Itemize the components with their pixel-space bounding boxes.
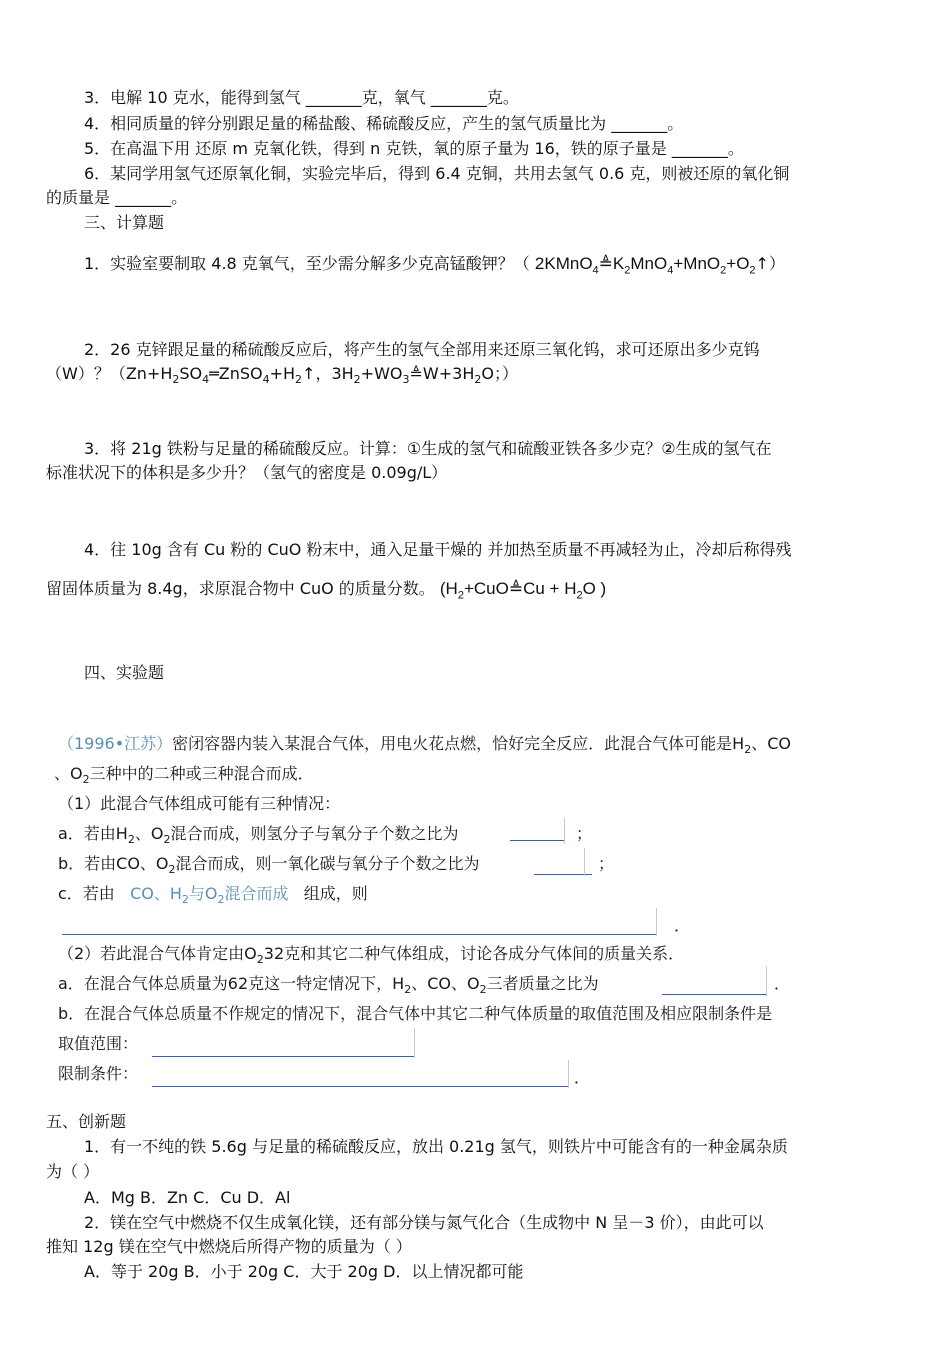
range-label: 取值范围： (58, 1034, 139, 1053)
answer-blank-ratio[interactable] (662, 994, 766, 995)
section-innovation-title: 五、创新题 (46, 1112, 127, 1131)
condition-end: ． (574, 1068, 591, 1087)
experiment-line2: 、$O_2$三种中的二种或三种混合而成． (54, 764, 314, 787)
blank-a-divider (564, 818, 565, 844)
question-5: 5．在高温下用 还原 m 克氧化铁，得到 n 克铁，氧的原子量为 16，铁的原子量是 _______。 (84, 139, 744, 158)
innovate-2-line2: 推知 12g 镁在空气中燃烧后所得产物的质量为（ ） (46, 1237, 412, 1256)
innovate-1-options: A．Mg B．Zn C．Cu D．Al (84, 1188, 291, 1207)
experiment-part1-b-end: ； (598, 854, 615, 873)
experiment-block (54, 722, 894, 1094)
calc-3-line2: 标准状况下的体积是多少升？（氢气的密度是 0.09g/L） (46, 463, 448, 482)
experiment-part2-title: （2）若此混合气体肯定由$O_232$克和其它二种气体组成，讨论各成分气体间的质量关系． (58, 944, 685, 967)
experiment-part2-a: a．在混合气体总质量为62克这一特定情况下，$H_2$、CO、$O_2$三者质量之比为 (58, 974, 599, 997)
experiment-part1-c: c．若由 CO、$H_2$与$O_2$混合而成 组成，则 (58, 884, 368, 907)
experiment-line1: （1996•江苏）密闭容器内装入某混合气体，用电火花点燃，恰好完全反应．此混合气体可能是$H_2$、CO (58, 734, 791, 757)
question-3: 3．电解 10 克水，能得到氢气 _______克，氧气 _______克。 (84, 88, 519, 107)
experiment-part1-title: （1）此混合气体组成可能有三种情况： (58, 794, 341, 813)
section-experiment-title: 四、实验题 (84, 663, 165, 682)
calc-1: 1．实验室要制取 4.8 克氧气，至少需分解多少克高锰酸钾？（ $2KMnO_4≜K_2MnO_4+MnO_2+O_2↑$） (84, 254, 785, 277)
calc-4-line2: 留固体质量为 8.4g，求原混合物中 CuO 的质量分数。 ($H_2+CuO≜Cu + H_2O$ ) (46, 579, 607, 602)
blank-c-divider (656, 908, 657, 936)
innovate-1-line2: 为（ ） (46, 1162, 100, 1181)
section-calculation-title: 三、计算题 (84, 213, 165, 232)
innovate-1-line1: 1．有一不纯的铁 5.6g 与足量的稀硫酸反应，放出 0.21g 氢气，则铁片中可能含有的一种金属杂质 (84, 1137, 788, 1156)
calc-4-formula: ($H_2+CuO≜Cu + H_2O$ ) (439, 579, 607, 602)
experiment-part1-b: b．若由CO、$O_2$混合而成，则一氧化碳与氧分子个数之比为 (58, 854, 480, 877)
answer-blank-a[interactable] (510, 840, 564, 841)
blank-b-divider (584, 848, 585, 876)
answer-blank-condition[interactable] (152, 1086, 568, 1087)
calc-4-line1: 4．往 10g 含有 Cu 粉的 CuO 粉末中，通入足量干燥的 并加热至质量不再减轻为止，冷却后称得残 (84, 540, 792, 559)
experiment-part2-a-end: ． (774, 974, 791, 993)
blank-condition-divider (568, 1060, 569, 1088)
blank-range-divider (414, 1028, 415, 1058)
question-6-line1: 6．某同学用氢气还原氧化铜，实验完毕后，得到 6.4 克铜，共用去氢气 0.6 克，则被还原的氧化铜 (84, 164, 790, 183)
calc-2-line2: （W）？（$Zn+H_2SO_4═ZnSO_4+H_2↑$，$3H_2+WO_3≜W+3H_2O$；） (46, 364, 518, 387)
condition-label: 限制条件： (58, 1064, 139, 1083)
experiment-part1-c-end: ． (674, 916, 691, 935)
innovate-2-options: A．等于 20g B．小于 20g C．大于 20g D．以上情况都可能 (84, 1262, 524, 1281)
experiment-part1-a: a．若由$H_2$、$O_2$混合而成，则氢分子与氧分子个数之比为 (58, 824, 459, 847)
experiment-part2-b: b．在混合气体总质量不作规定的情况下，混合气体中其它二种气体质量的取值范围及相应限制条件是 (58, 1004, 773, 1023)
calc-1-formula: $2KMnO_4≜K_2MnO_4+MnO_2+O_2$ (534, 254, 756, 277)
question-6-line2: 的质量是 _______。 (46, 188, 188, 207)
blank-ratio-divider (766, 966, 767, 996)
calc-2-line1: 2．26 克锌跟足量的稀硫酸反应后，将产生的氢气全部用来还原三氧化钨，求可还原出多少克钨 (84, 340, 760, 359)
question-4: 4．相同质量的锌分别跟足量的稀盐酸、稀硫酸反应，产生的氢气质量比为 _______。 (84, 114, 684, 133)
calc-1-text: 1．实验室要制取 4.8 克氧气，至少需分解多少克高锰酸钾？（ (84, 254, 530, 273)
calc-3-line1: 3．将 21g 铁粉与足量的稀硫酸反应。计算：①生成的氢气和硫酸亚铁各多少克？②生成的氢气在 (84, 439, 772, 458)
innovate-2-line1: 2．镁在空气中燃烧不仅生成氧化镁，还有部分镁与氮气化合（生成物中 N 呈－3 价），由此可以 (84, 1213, 764, 1232)
answer-blank-c[interactable] (62, 934, 656, 935)
experiment-part1-a-end: ； (576, 824, 593, 843)
answer-blank-range[interactable] (152, 1056, 414, 1057)
